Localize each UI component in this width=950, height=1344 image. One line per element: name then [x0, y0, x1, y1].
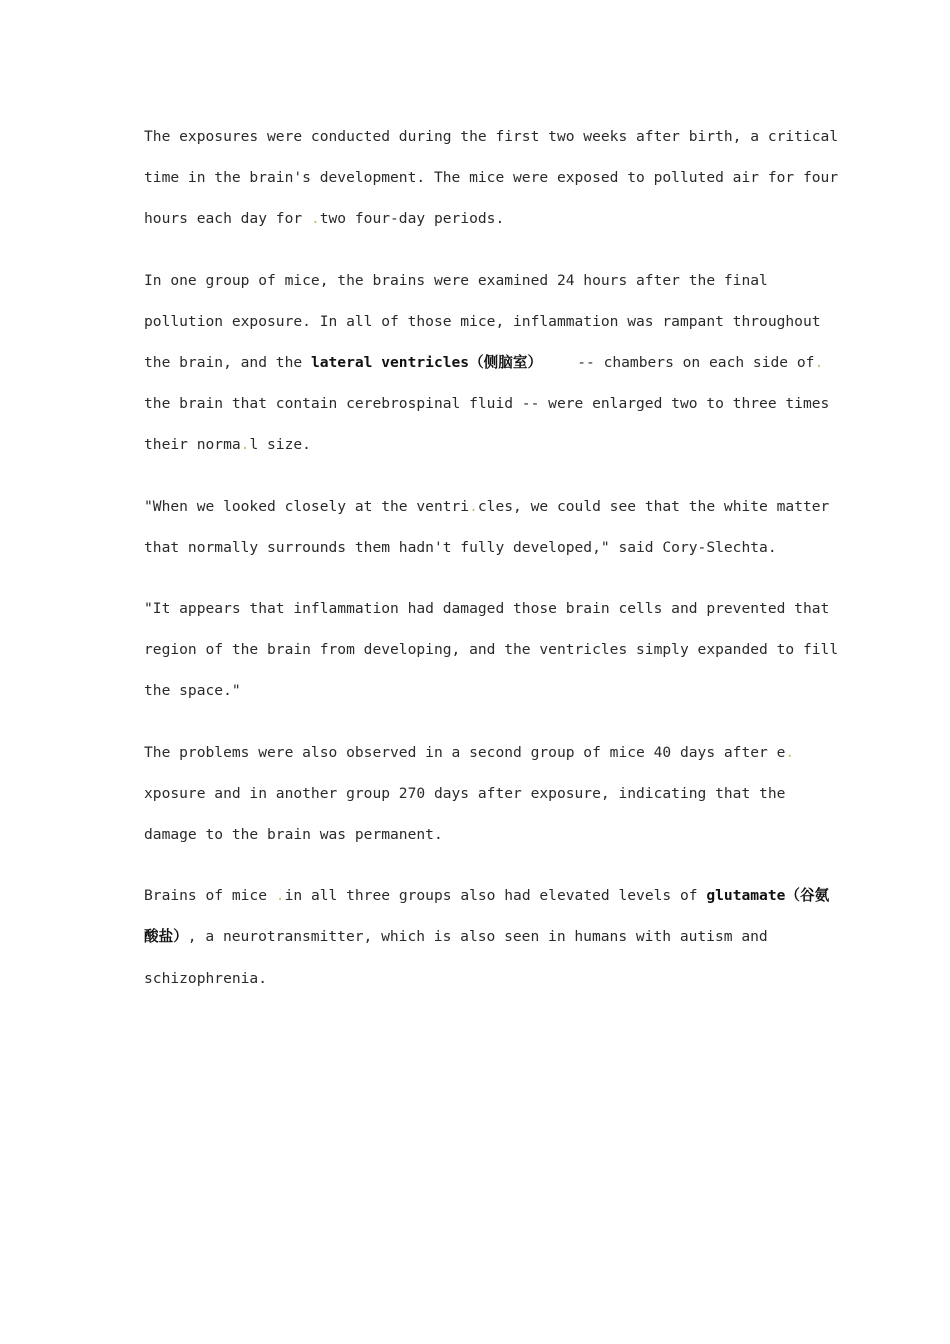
text-run: l size.	[249, 436, 311, 454]
text-line: damage to the brain was permanent.	[144, 826, 443, 844]
paragraph-4	[144, 588, 839, 712]
format-mark: .	[275, 887, 285, 905]
text-line: the space."	[144, 682, 241, 700]
text-line: region of the brain from developing, and the ventricles simply expanded to fill	[144, 641, 839, 659]
text-run: Brains of mice	[144, 887, 276, 905]
text-line	[144, 198, 816, 239]
format-mark: .	[240, 436, 250, 454]
format-mark: .	[469, 497, 478, 515]
text-line: time in the brain's development. The mice were exposed to polluted air for four	[144, 169, 839, 187]
paragraph-2	[144, 260, 830, 466]
text-line: that normally surrounds them hadn't fully developed," said Cory-Slechta.	[144, 538, 777, 556]
text-line	[144, 486, 830, 527]
text-run: The problems were also observed in a second group of mice 40 days after e	[144, 743, 786, 761]
vocab-term-glutamate: glutamate（谷氨	[706, 887, 830, 905]
format-mark: .	[310, 210, 320, 228]
text-line: "It appears that inflammation had damaged those brain cells and prevented that	[144, 600, 830, 618]
text-line	[144, 916, 816, 957]
text-run: , a neurotransmitter, which is also seen in humans with autism and	[187, 928, 768, 946]
text-run: cles, we could see that the white matter	[477, 497, 830, 515]
text-line	[144, 875, 830, 916]
text-run: the brain, and the	[144, 354, 311, 372]
vocab-term-glutamate-cont: 酸盐）	[144, 928, 188, 946]
text-run: hours each day for	[144, 210, 311, 228]
text-run: in all three groups also had elevated levels of	[284, 887, 707, 905]
text-run: "When we looked closely at the ventri	[144, 497, 470, 515]
paragraph-1	[144, 116, 839, 240]
text-run: two four-day periods.	[319, 210, 505, 228]
text-run: -- chambers on each side of	[542, 354, 815, 372]
vocab-term-lateral-ventricles: lateral ventricles（侧脑室）	[310, 354, 543, 372]
text-line: In one group of mice, the brains were examined 24 hours after the final	[144, 271, 768, 289]
text-line: xposure and in another group 270 days after exposure, indicating that the	[144, 784, 786, 802]
text-line: schizophrenia.	[144, 969, 268, 987]
text-line	[144, 342, 824, 383]
text-line	[144, 424, 816, 465]
text-line: the brain that contain cerebrospinal fluid -- were enlarged two to three times	[144, 395, 830, 413]
text-run: their norma	[144, 436, 241, 454]
format-mark: .	[785, 743, 795, 761]
format-mark: .	[814, 354, 824, 372]
paragraph-6	[144, 875, 830, 999]
text-line	[144, 732, 816, 773]
paragraph-3	[144, 486, 830, 568]
document-body	[144, 116, 839, 1019]
text-line: pollution exposure. In all of those mice, inflammation was rampant throughout	[144, 312, 821, 330]
paragraph-5	[144, 732, 816, 856]
text-line: The exposures were conducted during the first two weeks after birth, a critical	[144, 128, 839, 145]
